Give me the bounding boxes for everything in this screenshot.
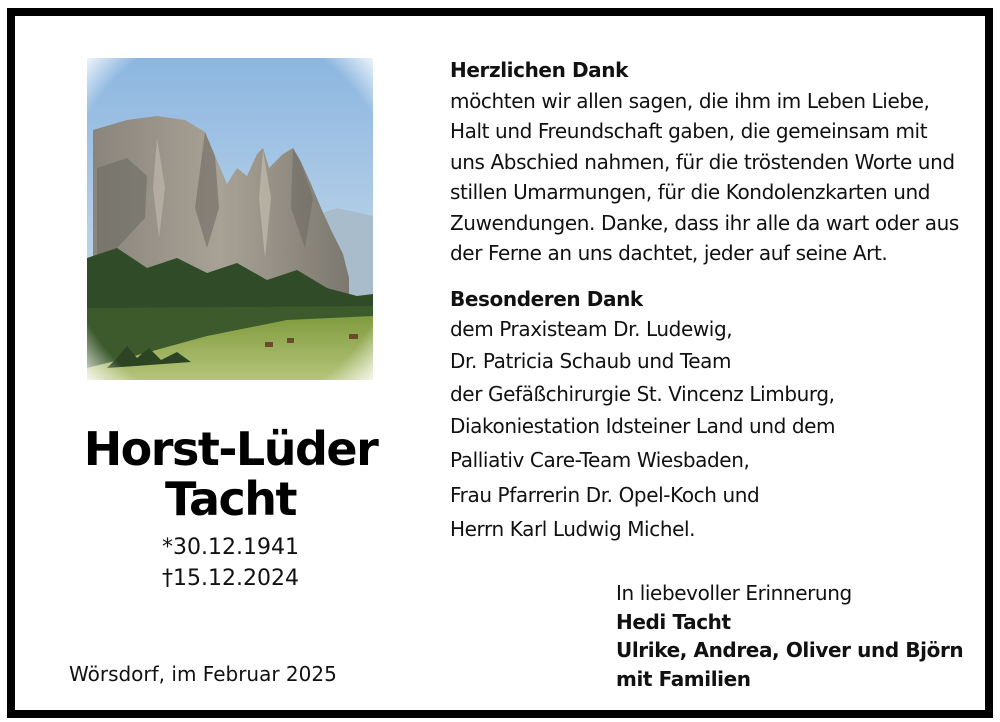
signature-name: Hedi Tacht	[616, 609, 731, 634]
life-dates	[43, 532, 418, 594]
special-thanks-block	[450, 284, 970, 547]
thanks-line: Halt und Freundschaft gaben, die gemeinsam mit	[450, 119, 928, 143]
birth-date: *30.12.1941	[162, 535, 299, 560]
thanks-line: uns Abschied nahmen, für die tröstenden Worte und	[450, 149, 955, 174]
thanks-line: stillen Umarmungen, für die Kondolenzkarten und	[450, 180, 931, 204]
thanks-line: Zuwendungen. Danke, dass ihr alle da wart oder aus	[450, 210, 959, 235]
thanks-line: der Ferne an uns dachtet, jeder auf seine Art.	[450, 241, 888, 265]
signature-intro: In liebevoller Erinnerung	[616, 581, 852, 605]
death-date: †15.12.2024	[162, 566, 299, 591]
signature-name: mit Familien	[616, 666, 751, 691]
place-date: Wörsdorf, im Februar 2025	[69, 662, 337, 686]
obituary-card	[7, 8, 993, 718]
special-thanks-line: Frau Pfarrerin Dr. Opel-Koch und	[450, 482, 760, 507]
deceased-name	[43, 424, 418, 524]
signature-name: Ulrike, Andrea, Oliver und Björn	[616, 638, 964, 662]
special-thanks-heading: Besonderen Dank	[450, 287, 643, 311]
special-thanks-line: Herrn Karl Ludwig Michel.	[450, 517, 696, 541]
mountain-photo	[87, 58, 373, 380]
special-thanks-line: dem Praxisteam Dr. Ludewig,	[450, 317, 733, 341]
special-thanks-line: Dr. Patricia Schaub und Team	[450, 349, 732, 373]
thanks-heading: Herzlichen Dank	[450, 58, 629, 82]
thanks-line: möchten wir allen sagen, die ihm im Leben Liebe,	[450, 88, 930, 113]
special-thanks-line: der Gefäßchirurgie St. Vincenz Limburg,	[450, 381, 835, 406]
deceased-first-name: Horst-Lüder	[83, 422, 378, 476]
thanks-block	[450, 55, 970, 269]
deceased-last-name: Tacht	[165, 472, 296, 526]
special-thanks-line: Palliativ Care-Team Wiesbaden,	[450, 448, 750, 472]
special-thanks-line: Diakoniestation Idsteiner Land und dem	[450, 413, 836, 438]
signature-block	[616, 579, 976, 693]
